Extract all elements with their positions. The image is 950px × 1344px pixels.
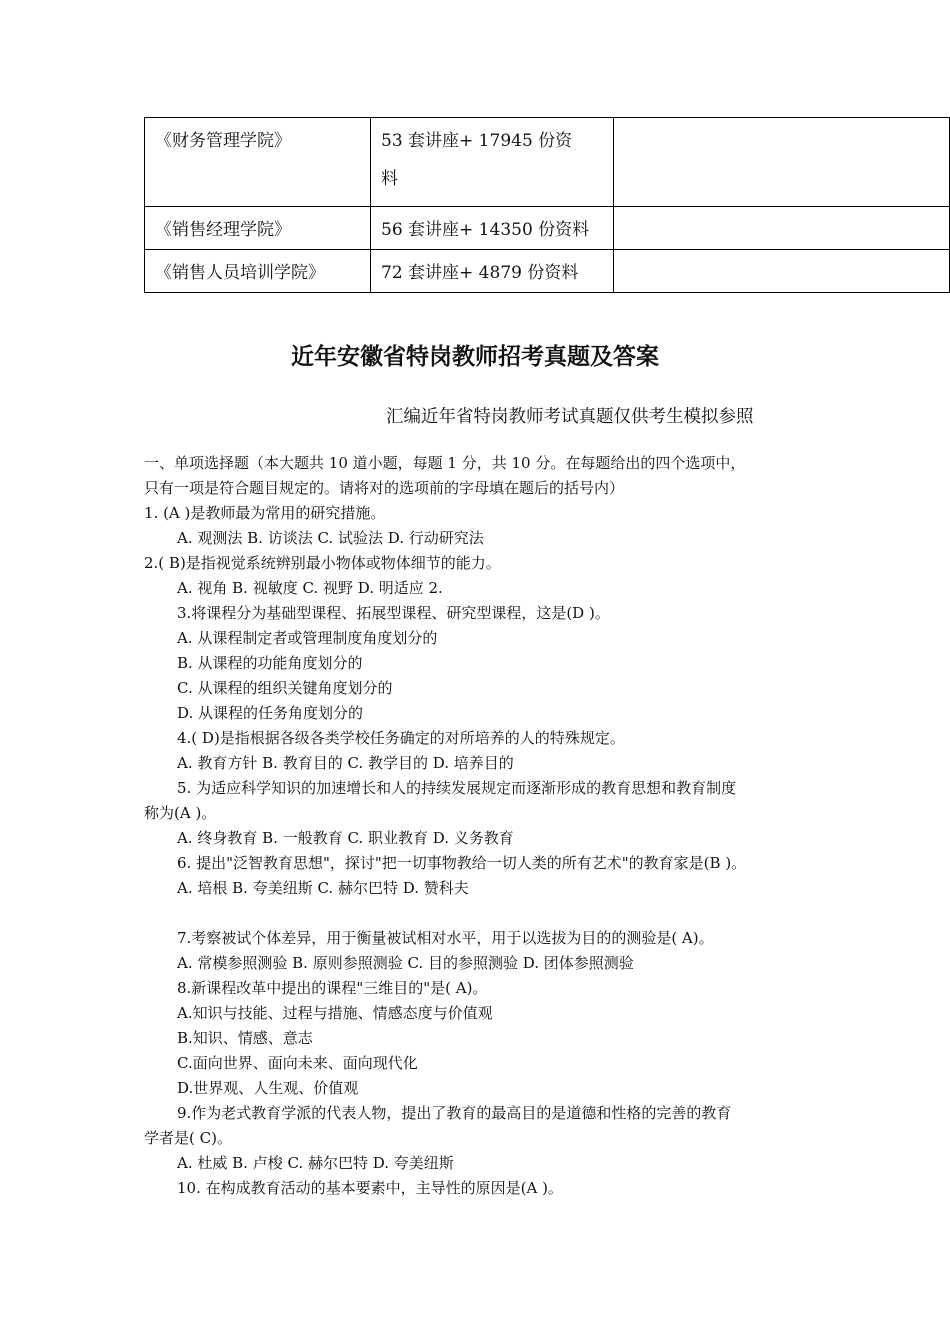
question-7: 7.考察被试个体差异，用于衡量被试相对水平，用于以选拔为目的的测验是( A)。 — [177, 929, 714, 947]
question-3-option-a: A. 从课程制定者或管理制度角度划分的 — [177, 629, 438, 647]
table-row — [145, 250, 950, 293]
table-cell-name: 《销售经理学院》 — [145, 207, 371, 250]
table-cell-desc: 56 套讲座+ 14350 份资料 — [371, 207, 614, 250]
question-3: 3.将课程分为基础型课程、拓展型课程、研究型课程，这是(D )。 — [177, 604, 610, 622]
exam-body — [144, 451, 824, 1201]
question-3-option-b: B. 从课程的功能角度划分的 — [177, 654, 363, 672]
table-cell-desc — [371, 118, 614, 207]
question-5-continued: 称为(A )。 — [144, 804, 217, 822]
question-8-option-b: B.知识、情感、意志 — [177, 1029, 313, 1047]
table-cell-name: 《销售人员培训学院》 — [145, 250, 371, 293]
table-cell-empty — [614, 118, 950, 207]
blank-line — [144, 901, 824, 926]
question-2: 2.( B)是指视觉系统辨别最小物体或物体细节的能力。 — [144, 554, 501, 572]
question-5: 5. 为适应科学知识的加速增长和人的持续发展规定而逐渐形成的教育思想和教育制度 — [177, 779, 737, 797]
question-9-continued: 学者是( C)。 — [144, 1129, 232, 1147]
desc-line: 料 — [381, 169, 398, 189]
document-subtitle: 汇编近年省特岗教师考试真题仅供考生模拟参照 — [386, 407, 754, 427]
table-cell-empty — [614, 207, 950, 250]
table-row — [145, 207, 950, 250]
question-8-option-c: C.面向世界、面向未来、面向现代化 — [177, 1054, 418, 1072]
question-1: 1. (A )是教师最为常用的研究措施。 — [144, 504, 386, 522]
section-heading-line: 一、单项选择题（本大题共 10 道小题，每题 1 分，共 10 分。在每题给出的四个选项中， — [144, 454, 746, 472]
question-1-options: A. 观测法 B. 访谈法 C. 试验法 D. 行动研究法 — [177, 529, 484, 547]
table-row — [145, 118, 950, 207]
course-table — [144, 117, 950, 293]
document-title: 近年安徽省特岗教师招考真题及答案 — [291, 344, 659, 370]
question-4-options: A. 教育方针 B. 教育目的 C. 教学目的 D. 培养目的 — [177, 754, 514, 772]
desc-line: 53 套讲座+ 17945 份资 — [381, 131, 573, 151]
question-8-option-d: D.世界观、人生观、价值观 — [177, 1079, 359, 1097]
table-cell-name: 《财务管理学院》 — [145, 118, 371, 207]
question-5-options: A. 终身教育 B. 一般教育 C. 职业教育 D. 义务教育 — [177, 829, 514, 847]
question-8-option-a: A.知识与技能、过程与措施、情感态度与价值观 — [177, 1004, 493, 1022]
question-6-options: A. 培根 B. 夸美纽斯 C. 赫尔巴特 D. 赞科夫 — [177, 879, 469, 897]
question-2-options: A. 视角 B. 视敏度 C. 视野 D. 明适应 2. — [177, 579, 443, 597]
question-3-option-c: C. 从课程的组织关键角度划分的 — [177, 679, 393, 697]
question-9: 9.作为老式教育学派的代表人物，提出了教育的最高目的是道德和性格的完善的教育 — [177, 1104, 732, 1122]
question-10: 10. 在构成教育活动的基本要素中，主导性的原因是(A )。 — [177, 1179, 563, 1197]
question-8: 8.新课程改革中提出的课程"三维目的"是( A)。 — [177, 979, 488, 997]
table-cell-desc: 72 套讲座+ 4879 份资料 — [371, 250, 614, 293]
question-4: 4.( D)是指根据各级各类学校任务确定的对所培养的人的特殊规定。 — [177, 729, 625, 747]
question-3-option-d: D. 从课程的任务角度划分的 — [177, 704, 364, 722]
question-9-options: A. 杜威 B. 卢梭 C. 赫尔巴特 D. 夸美纽斯 — [177, 1154, 454, 1172]
question-7-options: A. 常模参照测验 B. 原则参照测验 C. 目的参照测验 D. 团体参照测验 — [177, 954, 634, 972]
question-6: 6. 提出"泛智教育思想"，探讨"把一切事物教给一切人类的所有艺术"的教育家是(B )。 — [177, 854, 747, 872]
section-heading-line: 只有一项是符合题目规定的。请将对的选项前的字母填在题后的括号内） — [144, 479, 625, 497]
table-cell-empty — [614, 250, 950, 293]
